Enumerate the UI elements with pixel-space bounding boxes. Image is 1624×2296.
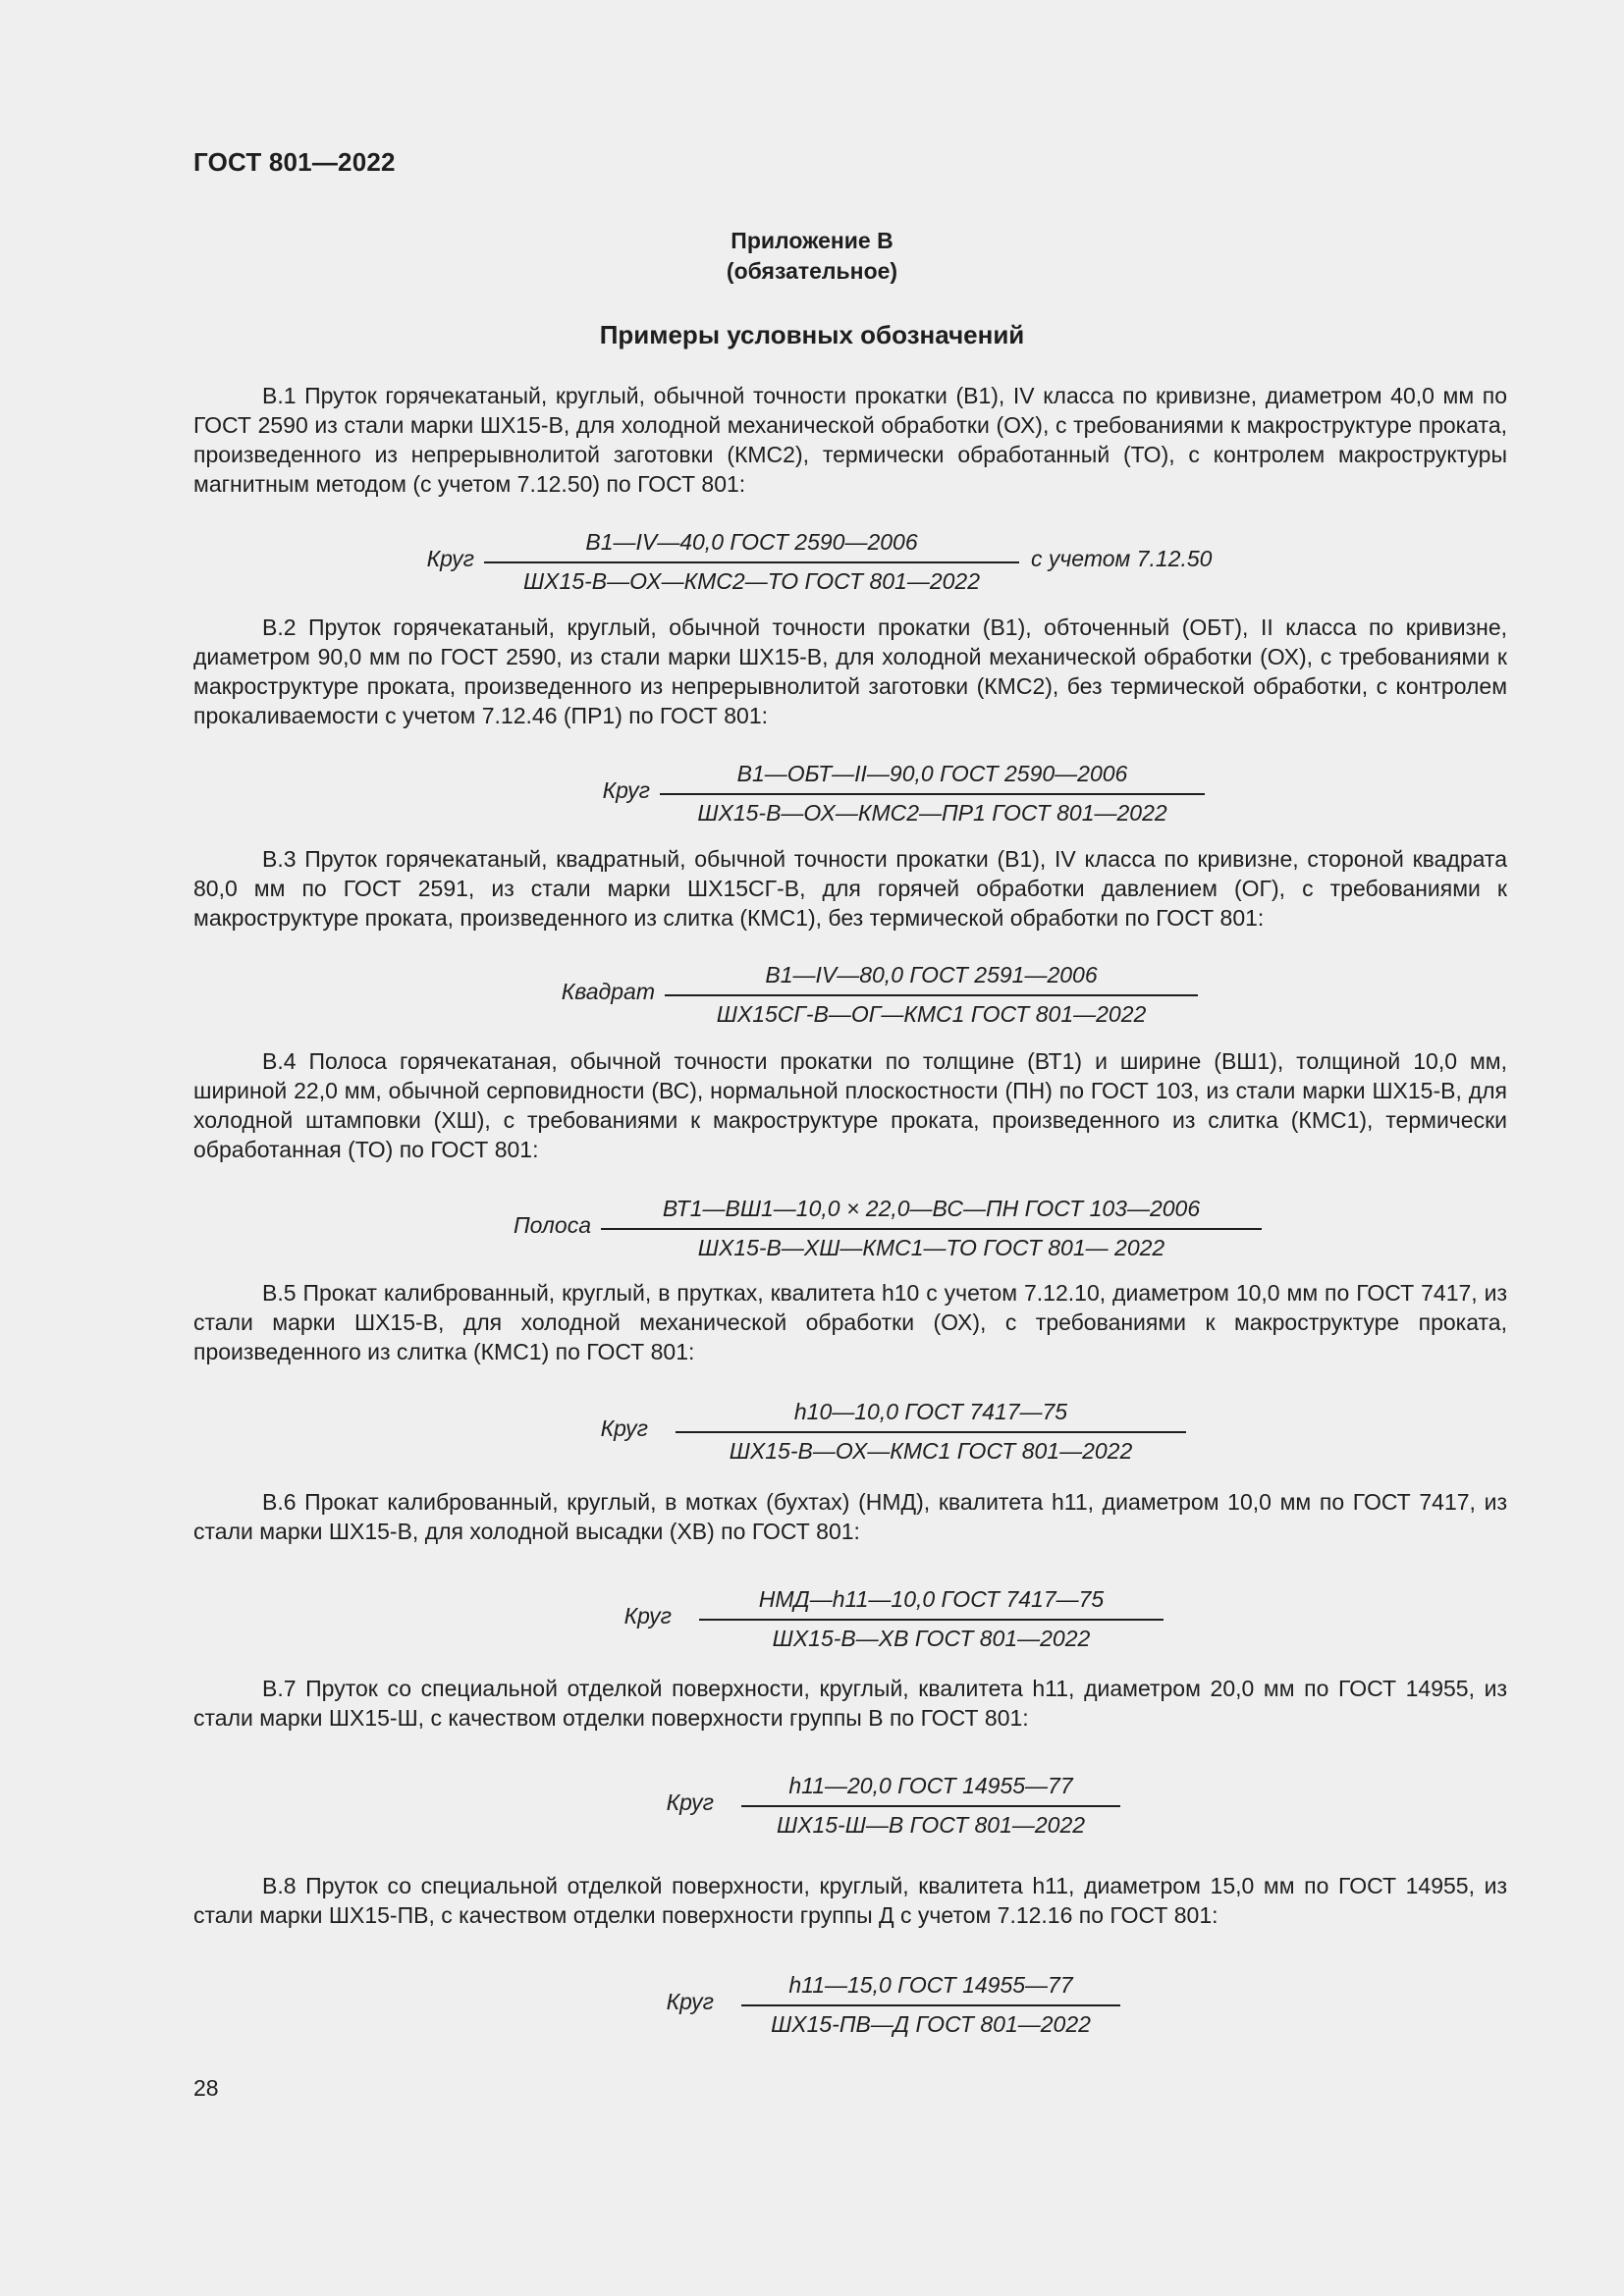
formula-denominator: ШХ15-В—ОХ—КМС2—ПР1 ГОСТ 801—2022 <box>697 800 1167 826</box>
designation-formula <box>513 1193 1262 1261</box>
formula-label: Круг <box>666 1989 714 2014</box>
page-number: 28 <box>193 2075 219 2101</box>
section-paragraph: В.7 Пруток со специальной отделкой поверхности, круглый, квалитета h11, диаметром 20,0 мм по ГОСТ 14955, из стали марки ШХ15-Ш, с качеством отделки поверхности группы В по ГОСТ 801: <box>193 1676 1507 1731</box>
fraction-bar <box>484 561 1019 563</box>
formula-label: Круг <box>426 546 474 571</box>
formula-numerator: НМД—h11—10,0 ГОСТ 7417—75 <box>758 1586 1105 1612</box>
formula-denominator: ШХ15-Ш—В ГОСТ 801—2022 <box>776 1812 1086 1838</box>
formula-label: Квадрат <box>561 979 655 1004</box>
fraction-bar <box>741 2004 1120 2006</box>
section-paragraph: В.4 Полоса горячекатаная, обычной точности прокатки по толщине (ВТ1) и ширине (ВШ1), толщиной 10,0 мм, шириной 22,0 мм, обычной серповидности (ВС), нормальной плоскостности (ПН) по ГОСТ 103, из стали марки ШХ15-В, для холодной штамповки (ХШ), с требованиями к макроструктуре проката, произведенного из слитка (КМС1), термически обработанная (ТО) по ГОСТ 801: <box>193 1048 1507 1162</box>
formula-numerator: h11—20,0 ГОСТ 14955—77 <box>788 1773 1073 1798</box>
formula-label: Круг <box>600 1415 648 1441</box>
designation-formula <box>602 758 1205 827</box>
designation-formula <box>600 1396 1186 1465</box>
designation-formula <box>623 1583 1164 1652</box>
section-paragraph: В.8 Пруток со специальной отделкой поверхности, круглый, квалитета h11, диаметром 15,0 мм по ГОСТ 14955, из стали марки ШХ15-ПВ, с качеством отделки поверхности группы Д с учетом 7.12.16 по ГОСТ 801: <box>193 1873 1507 1928</box>
formula-numerator: В1—ОБТ—II—90,0 ГОСТ 2590—2006 <box>736 761 1128 786</box>
formula-label: Круг <box>623 1603 672 1629</box>
formula-denominator: ШХ15-В—ХВ ГОСТ 801—2022 <box>772 1626 1091 1651</box>
fraction-bar <box>601 1228 1262 1230</box>
formula-label: Полоса <box>513 1212 591 1238</box>
formula-numerator: В1—IV—40,0 ГОСТ 2590—2006 <box>585 529 918 555</box>
formula-numerator: В1—IV—80,0 ГОСТ 2591—2006 <box>765 962 1098 988</box>
formula-denominator: ШХ15СГ-В—ОГ—КМС1 ГОСТ 801—2022 <box>716 1001 1147 1027</box>
formula-denominator: ШХ15-В—ОХ—КМС1 ГОСТ 801—2022 <box>729 1438 1133 1464</box>
section-paragraph: В.6 Прокат калиброванный, круглый, в мотках (бухтах) (НМД), квалитета h11, диаметром 10,0 мм по ГОСТ 7417, из стали марки ШХ15-В, для холодной высадки (ХВ) по ГОСТ 801: <box>193 1489 1507 1544</box>
annex-label: Приложение В <box>731 228 893 253</box>
document-code: ГОСТ 801—2022 <box>193 147 396 177</box>
formula-label: Круг <box>602 777 650 803</box>
annex-status: (обязательное) <box>726 258 898 284</box>
designation-formula <box>666 1770 1120 1839</box>
designation-formula <box>666 1969 1120 2038</box>
formula-numerator: h10—10,0 ГОСТ 7417—75 <box>793 1399 1068 1424</box>
formula-denominator: ШХ15-ПВ—Д ГОСТ 801—2022 <box>771 2011 1091 2037</box>
formula-numerator: ВТ1—ВШ1—10,0 × 22,0—ВС—ПН ГОСТ 103—2006 <box>662 1196 1201 1221</box>
fraction-bar <box>676 1431 1186 1433</box>
formula-denominator: ШХ15-В—ХШ—КМС1—ТО ГОСТ 801— 2022 <box>697 1235 1165 1260</box>
designation-formula <box>426 526 1213 595</box>
fraction-bar <box>660 793 1205 795</box>
fraction-bar <box>741 1805 1120 1807</box>
section-paragraph: В.3 Пруток горячекатаный, квадратный, обычной точности прокатки (В1), IV класса по кривизне, стороной квадрата 80,0 мм по ГОСТ 2591, из стали марки ШХ15СГ-В, для горячей обработки давлением (ОГ), с требованиями к макроструктуре проката, произведенного из слитка (КМС1), без термической обработки по ГОСТ 801: <box>193 846 1507 931</box>
formula-denominator: ШХ15-В—ОХ—КМС2—ТО ГОСТ 801—2022 <box>523 568 980 594</box>
formula-label: Круг <box>666 1789 714 1815</box>
formula-suffix: с учетом 7.12.50 <box>1031 546 1213 571</box>
formula-numerator: h11—15,0 ГОСТ 14955—77 <box>788 1972 1073 1998</box>
section-paragraph: В.1 Пруток горячекатаный, круглый, обычной точности прокатки (В1), IV класса по кривизне, диаметром 40,0 мм по ГОСТ 2590 из стали марки ШХ15-В, для холодной механической обработки (ОХ), с требованиями к макроструктуре проката, произведенного из непрерывнолитой заготовки (КМС2), термически обработанный (ТО), с контролем макроструктуры магнитным методом (с учетом 7.12.50) по ГОСТ 801: <box>193 383 1507 497</box>
section-paragraph: В.2 Пруток горячекатаный, круглый, обычной точности прокатки (В1), обточенный (ОБТ), II класса по кривизне, диаметром 90,0 мм по ГОСТ 2590, из стали марки ШХ15-В, для холодной механической обработки (ОХ), с требованиями к макроструктуре проката, произведенного из непрерывнолитой заготовки (КМС2), без термической обработки, с контролем прокаливаемости с учетом 7.12.46 (ПР1) по ГОСТ 801: <box>193 614 1507 728</box>
annex-title: Примеры условных обозначений <box>599 320 1025 349</box>
section-paragraph: В.5 Прокат калиброванный, круглый, в прутках, квалитета h10 с учетом 7.12.10, диаметром 10,0 мм по ГОСТ 7417, из стали марки ШХ15-В, для холодной механической обработки (ОХ), с требованиями к макроструктуре проката, произведенного из слитка (КМС1) по ГОСТ 801: <box>193 1280 1507 1364</box>
fraction-bar <box>665 994 1198 996</box>
designation-formula <box>561 959 1198 1028</box>
fraction-bar <box>699 1619 1164 1621</box>
